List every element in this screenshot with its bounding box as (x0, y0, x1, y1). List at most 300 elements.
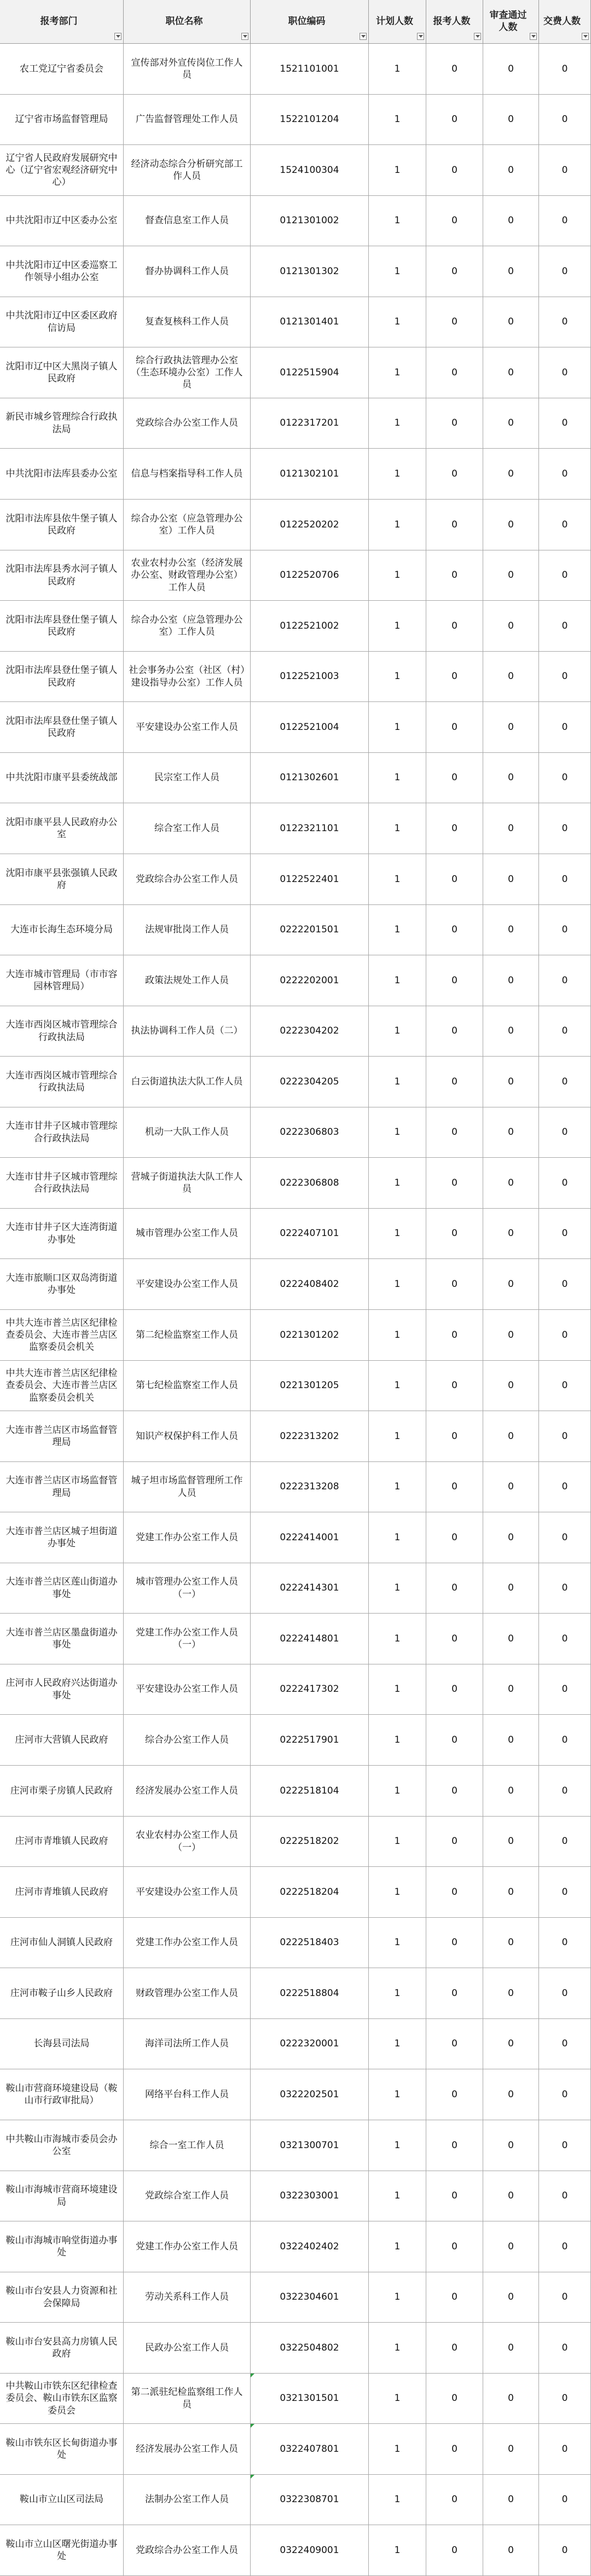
cell-position-code[interactable]: 0122317201 (251, 398, 369, 448)
cell-position-code[interactable]: 0121302601 (251, 753, 369, 803)
cell-approved[interactable]: 0 (483, 1361, 539, 1411)
cell-position-name[interactable]: 民政办公室工作人员 (124, 2323, 251, 2373)
cell-position-code[interactable]: 1524100304 (251, 145, 369, 195)
cell-department[interactable]: 中共沈阳市辽中区委区政府信访局 (0, 297, 124, 347)
cell-department[interactable]: 鞍山市铁东区长甸街道办事处 (0, 2424, 124, 2474)
cell-department[interactable]: 鞍山市立山区曙光街道办事处 (0, 2525, 124, 2575)
cell-position-code[interactable]: 1522101204 (251, 95, 369, 144)
cell-applicants[interactable]: 0 (426, 44, 483, 94)
cell-approved[interactable]: 0 (483, 1563, 539, 1613)
cell-approved[interactable]: 0 (483, 1512, 539, 1563)
cell-paid[interactable]: 0 (539, 1411, 591, 1461)
cell-paid[interactable]: 0 (539, 854, 591, 904)
cell-approved[interactable]: 0 (483, 652, 539, 701)
cell-position-code[interactable]: 0222407101 (251, 1209, 369, 1258)
cell-position-code[interactable]: 0122321101 (251, 803, 369, 854)
cell-position-code[interactable]: 0121301302 (251, 246, 369, 297)
cell-planned[interactable]: 1 (369, 1614, 426, 1664)
cell-applicants[interactable]: 0 (426, 1259, 483, 1309)
cell-department[interactable]: 大连市甘井子区大连湾街道办事处 (0, 1209, 124, 1258)
cell-planned[interactable]: 1 (369, 500, 426, 550)
cell-planned[interactable]: 1 (369, 2323, 426, 2373)
cell-paid[interactable]: 0 (539, 2069, 591, 2120)
cell-position-name[interactable]: 复查复核科工作人员 (124, 297, 251, 347)
cell-applicants[interactable]: 0 (426, 500, 483, 550)
cell-planned[interactable]: 1 (369, 1259, 426, 1309)
cell-approved[interactable]: 0 (483, 1310, 539, 1360)
cell-planned[interactable]: 1 (369, 2374, 426, 2423)
cell-position-code[interactable]: 0122521004 (251, 702, 369, 752)
cell-position-name[interactable]: 经济发展办公室工作人员 (124, 1766, 251, 1816)
cell-position-code[interactable]: 0222518204 (251, 1867, 369, 1917)
cell-planned[interactable]: 1 (369, 702, 426, 752)
cell-paid[interactable]: 0 (539, 2272, 591, 2322)
cell-approved[interactable]: 0 (483, 601, 539, 651)
cell-department[interactable]: 鞍山市营商环境建设局（鞍山市行政审批局） (0, 2069, 124, 2120)
cell-department[interactable]: 庄河市仙人洞镇人民政府 (0, 1918, 124, 1968)
cell-department[interactable]: 庄河市青堆镇人民政府 (0, 1867, 124, 1917)
cell-approved[interactable]: 0 (483, 2221, 539, 2272)
cell-applicants[interactable]: 0 (426, 297, 483, 347)
cell-applicants[interactable]: 0 (426, 1614, 483, 1664)
cell-applicants[interactable]: 0 (426, 1310, 483, 1360)
cell-department[interactable]: 大连市西岗区城市管理综合行政执法局 (0, 1057, 124, 1107)
cell-position-code[interactable]: 0322202501 (251, 2069, 369, 2120)
cell-position-name[interactable]: 综合办公室（应急管理办公室）工作人员 (124, 601, 251, 651)
cell-position-name[interactable]: 财政管理办公室工作人员 (124, 1968, 251, 2018)
cell-paid[interactable]: 0 (539, 145, 591, 195)
cell-paid[interactable]: 0 (539, 1766, 591, 1816)
cell-approved[interactable]: 0 (483, 1664, 539, 1714)
cell-planned[interactable]: 1 (369, 449, 426, 499)
cell-position-code[interactable]: 0122520202 (251, 500, 369, 550)
cell-paid[interactable]: 0 (539, 2475, 591, 2525)
cell-department[interactable]: 鞍山市台安县人力资源和社会保障局 (0, 2272, 124, 2322)
cell-position-code[interactable]: 0322409001 (251, 2525, 369, 2575)
cell-approved[interactable]: 0 (483, 1462, 539, 1512)
cell-position-name[interactable]: 白云街道执法大队工作人员 (124, 1057, 251, 1107)
cell-approved[interactable]: 0 (483, 1817, 539, 1866)
cell-approved[interactable]: 0 (483, 1918, 539, 1968)
cell-position-code[interactable]: 1521101001 (251, 44, 369, 94)
cell-approved[interactable]: 0 (483, 803, 539, 854)
cell-applicants[interactable]: 0 (426, 550, 483, 600)
cell-department[interactable]: 沈阳市辽中区大黑岗子镇人民政府 (0, 347, 124, 398)
cell-position-name[interactable]: 经济发展办公室工作人员 (124, 2424, 251, 2474)
cell-position-code[interactable]: 0222202001 (251, 955, 369, 1006)
cell-paid[interactable]: 0 (539, 2171, 591, 2221)
cell-applicants[interactable]: 0 (426, 1664, 483, 1714)
cell-applicants[interactable]: 0 (426, 905, 483, 955)
cell-department[interactable]: 大连市甘井子区城市管理综合行政执法局 (0, 1107, 124, 1157)
cell-department[interactable]: 庄河市栗子房镇人民政府 (0, 1766, 124, 1816)
cell-approved[interactable]: 0 (483, 297, 539, 347)
cell-planned[interactable]: 1 (369, 803, 426, 854)
cell-position-name[interactable]: 信息与档案指导科工作人员 (124, 449, 251, 499)
cell-position-code[interactable]: 0222320001 (251, 2019, 369, 2069)
cell-applicants[interactable]: 0 (426, 1158, 483, 1208)
cell-planned[interactable]: 1 (369, 1107, 426, 1157)
cell-approved[interactable]: 0 (483, 550, 539, 600)
cell-position-name[interactable]: 知识产权保护科工作人员 (124, 1411, 251, 1461)
cell-planned[interactable]: 1 (369, 1563, 426, 1613)
header-approved[interactable] (483, 0, 539, 44)
cell-approved[interactable]: 0 (483, 1867, 539, 1917)
cell-planned[interactable]: 1 (369, 145, 426, 195)
cell-position-name[interactable]: 政策法规处工作人员 (124, 955, 251, 1006)
cell-planned[interactable]: 1 (369, 1715, 426, 1765)
cell-department[interactable]: 新民市城乡管理综合行政执法局 (0, 398, 124, 448)
cell-position-name[interactable]: 宣传部对外宣传岗位工作人员 (124, 44, 251, 94)
cell-approved[interactable]: 0 (483, 905, 539, 955)
cell-paid[interactable]: 0 (539, 449, 591, 499)
header-position-name[interactable] (124, 0, 251, 44)
cell-planned[interactable]: 1 (369, 2069, 426, 2120)
cell-paid[interactable]: 0 (539, 2424, 591, 2474)
header-paid[interactable] (539, 0, 591, 44)
cell-position-name[interactable]: 督办协调科工作人员 (124, 246, 251, 297)
cell-position-code[interactable]: 0222417302 (251, 1664, 369, 1714)
cell-position-name[interactable]: 第二纪检监察室工作人员 (124, 1310, 251, 1360)
cell-department[interactable]: 沈阳市法库县登仕堡子镇人民政府 (0, 601, 124, 651)
cell-applicants[interactable]: 0 (426, 1057, 483, 1107)
cell-position-code[interactable]: 0222414001 (251, 1512, 369, 1563)
cell-approved[interactable]: 0 (483, 2019, 539, 2069)
cell-applicants[interactable]: 0 (426, 2525, 483, 2575)
cell-applicants[interactable]: 0 (426, 1715, 483, 1765)
cell-department[interactable]: 农工党辽宁省委员会 (0, 44, 124, 94)
cell-position-code[interactable]: 0222304205 (251, 1057, 369, 1107)
cell-approved[interactable]: 0 (483, 95, 539, 144)
cell-applicants[interactable]: 0 (426, 1867, 483, 1917)
cell-approved[interactable]: 0 (483, 2374, 539, 2423)
cell-applicants[interactable]: 0 (426, 449, 483, 499)
cell-paid[interactable]: 0 (539, 652, 591, 701)
cell-approved[interactable]: 0 (483, 2323, 539, 2373)
cell-paid[interactable]: 0 (539, 1968, 591, 2018)
cell-planned[interactable]: 1 (369, 955, 426, 1006)
cell-applicants[interactable]: 0 (426, 1968, 483, 2018)
cell-planned[interactable]: 1 (369, 1006, 426, 1056)
cell-position-name[interactable]: 农业农村办公室工作人员（一） (124, 1817, 251, 1866)
cell-department[interactable]: 沈阳市康平县人民政府办公室 (0, 803, 124, 854)
cell-department[interactable]: 庄河市鞍子山乡人民政府 (0, 1968, 124, 2018)
cell-approved[interactable]: 0 (483, 1411, 539, 1461)
cell-position-name[interactable]: 党政综合室工作人员 (124, 2171, 251, 2221)
cell-department[interactable]: 辽宁省人民政府发展研究中心（辽宁省宏观经济研究中心） (0, 145, 124, 195)
cell-position-name[interactable]: 党政综合办公室工作人员 (124, 854, 251, 904)
cell-planned[interactable]: 1 (369, 2019, 426, 2069)
cell-department[interactable]: 辽宁省市场监督管理局 (0, 95, 124, 144)
cell-planned[interactable]: 1 (369, 1968, 426, 2018)
cell-applicants[interactable]: 0 (426, 1563, 483, 1613)
cell-paid[interactable]: 0 (539, 1664, 591, 1714)
cell-position-code[interactable]: 0221301205 (251, 1361, 369, 1411)
cell-planned[interactable]: 1 (369, 246, 426, 297)
cell-applicants[interactable]: 0 (426, 2019, 483, 2069)
cell-position-name[interactable]: 城市管理办公室工作人员 (124, 1209, 251, 1258)
cell-applicants[interactable]: 0 (426, 1107, 483, 1157)
cell-position-name[interactable]: 党政综合办公室工作人员 (124, 398, 251, 448)
cell-approved[interactable]: 0 (483, 449, 539, 499)
cell-planned[interactable]: 1 (369, 2272, 426, 2322)
cell-department[interactable]: 大连市普兰店区墨盘街道办事处 (0, 1614, 124, 1664)
cell-position-code[interactable]: 0121302101 (251, 449, 369, 499)
cell-department[interactable]: 大连市西岗区城市管理综合行政执法局 (0, 1006, 124, 1056)
cell-planned[interactable]: 1 (369, 1310, 426, 1360)
cell-paid[interactable]: 0 (539, 2374, 591, 2423)
cell-position-code[interactable]: 0222313208 (251, 1462, 369, 1512)
cell-position-name[interactable]: 综合行政执法管理办公室（生态环境办公室）工作人员 (124, 347, 251, 398)
cell-position-name[interactable]: 广告监督管理处工作人员 (124, 95, 251, 144)
cell-planned[interactable]: 1 (369, 297, 426, 347)
cell-position-code[interactable]: 0222306808 (251, 1158, 369, 1208)
cell-applicants[interactable]: 0 (426, 145, 483, 195)
cell-planned[interactable]: 1 (369, 347, 426, 398)
cell-planned[interactable]: 1 (369, 1867, 426, 1917)
cell-applicants[interactable]: 0 (426, 2171, 483, 2221)
cell-paid[interactable]: 0 (539, 2525, 591, 2575)
cell-planned[interactable]: 1 (369, 1918, 426, 1968)
cell-position-name[interactable]: 法规审批岗工作人员 (124, 905, 251, 955)
cell-approved[interactable]: 0 (483, 753, 539, 803)
cell-position-code[interactable]: 0322303001 (251, 2171, 369, 2221)
cell-position-name[interactable]: 法制办公室工作人员 (124, 2475, 251, 2525)
cell-paid[interactable]: 0 (539, 1361, 591, 1411)
cell-approved[interactable]: 0 (483, 2475, 539, 2525)
cell-department[interactable]: 沈阳市法库县登仕堡子镇人民政府 (0, 652, 124, 701)
cell-position-code[interactable]: 0222518104 (251, 1766, 369, 1816)
cell-planned[interactable]: 1 (369, 44, 426, 94)
cell-planned[interactable]: 1 (369, 1158, 426, 1208)
cell-department[interactable]: 鞍山市海城市响堂街道办事处 (0, 2221, 124, 2272)
cell-position-code[interactable]: 0322304601 (251, 2272, 369, 2322)
cell-paid[interactable]: 0 (539, 44, 591, 94)
cell-approved[interactable]: 0 (483, 2525, 539, 2575)
cell-applicants[interactable]: 0 (426, 2424, 483, 2474)
cell-planned[interactable]: 1 (369, 398, 426, 448)
cell-department[interactable]: 庄河市人民政府兴达街道办事处 (0, 1664, 124, 1714)
cell-approved[interactable]: 0 (483, 1259, 539, 1309)
cell-position-code[interactable]: 0121301401 (251, 297, 369, 347)
cell-planned[interactable]: 1 (369, 2120, 426, 2171)
cell-position-name[interactable]: 党建工作办公室工作人员（一） (124, 1614, 251, 1664)
header-planned[interactable] (369, 0, 426, 44)
cell-planned[interactable]: 1 (369, 2424, 426, 2474)
cell-department[interactable]: 中共鞍山市海城市委员会办公室 (0, 2120, 124, 2171)
cell-department[interactable]: 沈阳市康平县张强镇人民政府 (0, 854, 124, 904)
cell-position-code[interactable]: 0122521003 (251, 652, 369, 701)
cell-position-name[interactable]: 城市管理办公室工作人员（一） (124, 1563, 251, 1613)
cell-position-code[interactable]: 0322504802 (251, 2323, 369, 2373)
cell-approved[interactable]: 0 (483, 500, 539, 550)
cell-paid[interactable]: 0 (539, 1715, 591, 1765)
filter-dropdown-icon[interactable] (360, 33, 367, 40)
cell-planned[interactable]: 1 (369, 2525, 426, 2575)
cell-applicants[interactable]: 0 (426, 2475, 483, 2525)
cell-approved[interactable]: 0 (483, 1715, 539, 1765)
cell-paid[interactable]: 0 (539, 1817, 591, 1866)
cell-position-code[interactable]: 0222518403 (251, 1918, 369, 1968)
cell-approved[interactable]: 0 (483, 44, 539, 94)
cell-department[interactable]: 鞍山市台安县高力房镇人民政府 (0, 2323, 124, 2373)
cell-paid[interactable]: 0 (539, 246, 591, 297)
cell-planned[interactable]: 1 (369, 1462, 426, 1512)
cell-applicants[interactable]: 0 (426, 1361, 483, 1411)
cell-position-name[interactable]: 执法协调科工作人员（二） (124, 1006, 251, 1056)
cell-position-code[interactable]: 0322407801 (251, 2424, 369, 2474)
cell-approved[interactable]: 0 (483, 1158, 539, 1208)
cell-position-code[interactable]: 0322308701 (251, 2475, 369, 2525)
cell-position-code[interactable]: 0222517901 (251, 1715, 369, 1765)
cell-applicants[interactable]: 0 (426, 652, 483, 701)
cell-paid[interactable]: 0 (539, 905, 591, 955)
cell-position-name[interactable]: 机动一大队工作人员 (124, 1107, 251, 1157)
cell-planned[interactable]: 1 (369, 550, 426, 600)
cell-department[interactable]: 中共鞍山市铁东区纪律检查委员会、鞍山市铁东区监察委员会 (0, 2374, 124, 2423)
cell-department[interactable]: 中共大连市普兰店区纪律检查委员会、大连市普兰店区监察委员会机关 (0, 1310, 124, 1360)
cell-approved[interactable]: 0 (483, 2069, 539, 2120)
cell-position-name[interactable]: 城子坦市场监督管理所工作人员 (124, 1462, 251, 1512)
cell-paid[interactable]: 0 (539, 1614, 591, 1664)
cell-applicants[interactable]: 0 (426, 702, 483, 752)
filter-dropdown-icon[interactable] (474, 33, 481, 40)
cell-department[interactable]: 中共大连市普兰店区纪律检查委员会、大连市普兰店区监察委员会机关 (0, 1361, 124, 1411)
cell-department[interactable]: 大连市旅顺口区双岛湾街道办事处 (0, 1259, 124, 1309)
cell-paid[interactable]: 0 (539, 1918, 591, 1968)
cell-applicants[interactable]: 0 (426, 196, 483, 246)
cell-applicants[interactable]: 0 (426, 601, 483, 651)
cell-paid[interactable]: 0 (539, 1563, 591, 1613)
cell-planned[interactable]: 1 (369, 95, 426, 144)
cell-department[interactable]: 大连市城市管理局（市市容园林管理局） (0, 955, 124, 1006)
cell-applicants[interactable]: 0 (426, 95, 483, 144)
cell-paid[interactable]: 0 (539, 1209, 591, 1258)
cell-position-name[interactable]: 综合室工作人员 (124, 803, 251, 854)
cell-position-name[interactable]: 平安建设办公室工作人员 (124, 1867, 251, 1917)
cell-position-code[interactable]: 0321300701 (251, 2120, 369, 2171)
cell-applicants[interactable]: 0 (426, 2374, 483, 2423)
cell-department[interactable]: 中共沈阳市辽中区委巡察工作领导小组办公室 (0, 246, 124, 297)
cell-position-code[interactable]: 0122520706 (251, 550, 369, 600)
cell-approved[interactable]: 0 (483, 1107, 539, 1157)
cell-approved[interactable]: 0 (483, 1006, 539, 1056)
cell-position-code[interactable]: 0222414801 (251, 1614, 369, 1664)
cell-planned[interactable]: 1 (369, 905, 426, 955)
cell-approved[interactable]: 0 (483, 702, 539, 752)
cell-planned[interactable]: 1 (369, 652, 426, 701)
cell-applicants[interactable]: 0 (426, 753, 483, 803)
cell-department[interactable]: 中共沈阳市康平县委统战部 (0, 753, 124, 803)
cell-paid[interactable]: 0 (539, 1057, 591, 1107)
cell-approved[interactable]: 0 (483, 347, 539, 398)
cell-applicants[interactable]: 0 (426, 347, 483, 398)
cell-paid[interactable]: 0 (539, 955, 591, 1006)
cell-paid[interactable]: 0 (539, 1462, 591, 1512)
cell-paid[interactable]: 0 (539, 702, 591, 752)
cell-position-name[interactable]: 党建工作办公室工作人员 (124, 1512, 251, 1563)
cell-applicants[interactable]: 0 (426, 1918, 483, 1968)
cell-applicants[interactable]: 0 (426, 1006, 483, 1056)
cell-approved[interactable]: 0 (483, 854, 539, 904)
cell-paid[interactable]: 0 (539, 1512, 591, 1563)
cell-position-name[interactable]: 党建工作办公室工作人员 (124, 2221, 251, 2272)
cell-planned[interactable]: 1 (369, 1361, 426, 1411)
cell-approved[interactable]: 0 (483, 1614, 539, 1664)
filter-dropdown-icon[interactable] (241, 33, 248, 40)
cell-paid[interactable]: 0 (539, 398, 591, 448)
header-position-code[interactable] (251, 0, 369, 44)
cell-position-code[interactable]: 0222313202 (251, 1411, 369, 1461)
cell-applicants[interactable]: 0 (426, 2069, 483, 2120)
cell-position-code[interactable]: 0222414301 (251, 1563, 369, 1613)
cell-paid[interactable]: 0 (539, 1310, 591, 1360)
cell-applicants[interactable]: 0 (426, 1512, 483, 1563)
cell-planned[interactable]: 1 (369, 1512, 426, 1563)
cell-approved[interactable]: 0 (483, 2424, 539, 2474)
cell-paid[interactable]: 0 (539, 1107, 591, 1157)
cell-approved[interactable]: 0 (483, 145, 539, 195)
cell-planned[interactable]: 1 (369, 1817, 426, 1866)
cell-department[interactable]: 庄河市青堆镇人民政府 (0, 1817, 124, 1866)
cell-position-code[interactable]: 0122515904 (251, 347, 369, 398)
cell-applicants[interactable]: 0 (426, 1817, 483, 1866)
cell-approved[interactable]: 0 (483, 1766, 539, 1816)
cell-paid[interactable]: 0 (539, 95, 591, 144)
cell-department[interactable]: 大连市甘井子区城市管理综合行政执法局 (0, 1158, 124, 1208)
cell-position-code[interactable]: 0322402402 (251, 2221, 369, 2272)
cell-position-name[interactable]: 平安建设办公室工作人员 (124, 702, 251, 752)
cell-approved[interactable]: 0 (483, 246, 539, 297)
cell-applicants[interactable]: 0 (426, 246, 483, 297)
cell-position-name[interactable]: 综合一室工作人员 (124, 2120, 251, 2171)
cell-approved[interactable]: 0 (483, 1057, 539, 1107)
cell-paid[interactable]: 0 (539, 196, 591, 246)
cell-position-code[interactable]: 0222518202 (251, 1817, 369, 1866)
cell-planned[interactable]: 1 (369, 196, 426, 246)
cell-position-name[interactable]: 平安建设办公室工作人员 (124, 1664, 251, 1714)
cell-position-name[interactable]: 营城子街道执法大队工作人员 (124, 1158, 251, 1208)
cell-applicants[interactable]: 0 (426, 2120, 483, 2171)
cell-position-name[interactable]: 海洋司法所工作人员 (124, 2019, 251, 2069)
cell-planned[interactable]: 1 (369, 2171, 426, 2221)
cell-department[interactable]: 长海县司法局 (0, 2019, 124, 2069)
cell-applicants[interactable]: 0 (426, 955, 483, 1006)
cell-department[interactable]: 鞍山市海城市营商环境建设局 (0, 2171, 124, 2221)
cell-applicants[interactable]: 0 (426, 2272, 483, 2322)
cell-department[interactable]: 大连市普兰店区市场监督管理局 (0, 1462, 124, 1512)
cell-position-name[interactable]: 综合办公室（应急管理办公室）工作人员 (124, 500, 251, 550)
cell-department[interactable]: 中共沈阳市法库县委办公室 (0, 449, 124, 499)
cell-position-code[interactable]: 0222304202 (251, 1006, 369, 1056)
cell-planned[interactable]: 1 (369, 753, 426, 803)
cell-approved[interactable]: 0 (483, 1209, 539, 1258)
cell-position-name[interactable]: 督查信息室工作人员 (124, 196, 251, 246)
cell-paid[interactable]: 0 (539, 1006, 591, 1056)
cell-paid[interactable]: 0 (539, 500, 591, 550)
cell-department[interactable]: 鞍山市立山区司法局 (0, 2475, 124, 2525)
cell-paid[interactable]: 0 (539, 347, 591, 398)
cell-position-code[interactable]: 0121301002 (251, 196, 369, 246)
cell-position-name[interactable]: 民宗室工作人员 (124, 753, 251, 803)
cell-position-name[interactable]: 第二派驻纪检监察组工作人员 (124, 2374, 251, 2423)
header-department[interactable] (0, 0, 124, 44)
cell-position-code[interactable]: 0222518804 (251, 1968, 369, 2018)
cell-paid[interactable]: 0 (539, 550, 591, 600)
cell-approved[interactable]: 0 (483, 2171, 539, 2221)
cell-position-name[interactable]: 网络平台科工作人员 (124, 2069, 251, 2120)
cell-position-code[interactable]: 0222306803 (251, 1107, 369, 1157)
